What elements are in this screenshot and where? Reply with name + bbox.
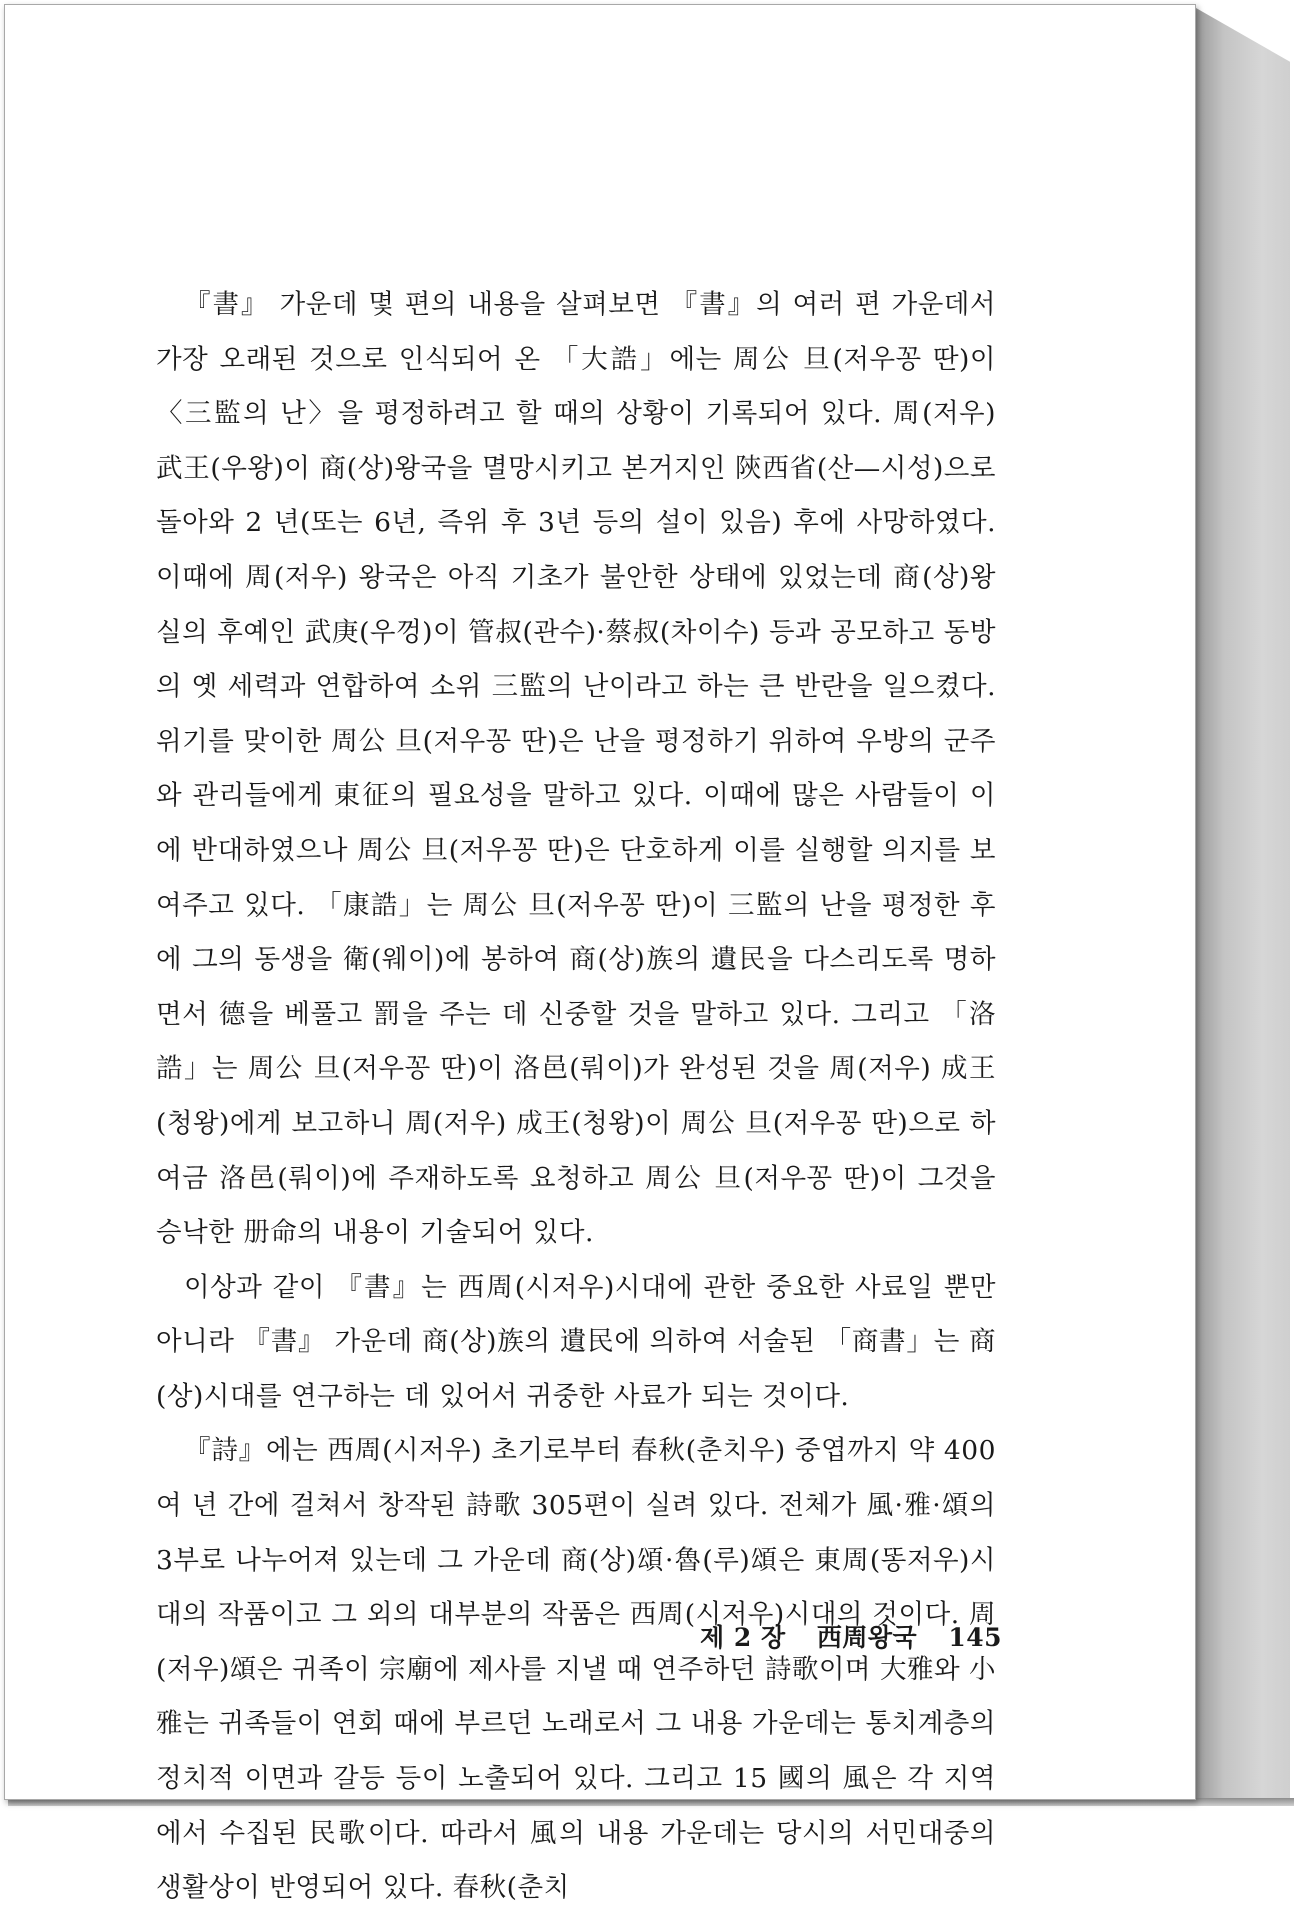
chapter-label: 제 2 장 xyxy=(700,1623,786,1652)
paragraph-shu-classic: 『書』 가운데 몇 편의 내용을 살펴보면 『書』의 여러 편 가운데서 가장 오래된 것으로 인식되어 온 「大誥」에는 周公 旦(저우꽁 딴)이 〈三監의 난〉을 평정하려고 할 때의 상황이 기록되어 있다. 周(저우) 武王(우왕)이 商(상)왕국을 멸망시키고 본거지인 陝西省(산—시성)으로 돌아와 2 년(또는 6년, 즉위 후 3년 등의 설이 있음) 후에 사망하였다. 이때에 周(저우) 왕국은 아직 기초가 불안한 상태에 있었는데 商(상)왕실의 후예인 武庚(우껑)이 管叔(관수)·蔡叔(차이수) 등과 공모하고 동방의 옛 세력과 연합하여 소위 三監의 난이라고 하는 큰 반란을 일으켰다. 위기를 맞이한 周公 旦(저우꽁 딴)은 난을 평정하기 위하여 우방의 군주와 관리들에게 東征의 필요성을 말하고 있다. 이때에 많은 사람들이 이에 반대하였으나 周公 旦(저우꽁 딴)은 단호하게 이를 실행할 의지를 보여주고 있다. 「康誥」는 周公 旦(저우꽁 딴)이 三監의 난을 평정한 후에 그의 동생을 衛(웨이)에 봉하여 商(상)族의 遺民을 다스리도록 명하면서 德을 베풀고 罰을 주는 데 신중할 것을 말하고 있다. 그리고 「洛誥」는 周公 旦(저우꽁 딴)이 洛邑(뤄이)가 완성된 것을 周(저우) 成王(청왕)에게 보고하니 周(저우) 成王(청왕)이 周公 旦(저우꽁 딴)으로 하여금 洛邑(뤄이)에 주재하도록 요청하고 周公 旦(저우꽁 딴)이 그것을 승낙한 册命의 내용이 기술되어 있다. xyxy=(156,289,996,1249)
page-stack-edge xyxy=(1196,8,1290,1800)
page-number: 145 xyxy=(948,1623,1003,1652)
page-footer xyxy=(700,1618,1002,1654)
chapter-title: 西周왕국 xyxy=(816,1623,918,1652)
paragraph-shi-classic: 『詩』에는 西周(시저우) 초기로부터 春秋(춘치우) 중엽까지 약 400 여 년 간에 걸쳐서 창작된 詩歌 305편이 실려 있다. 전체가 風·雅·頌의 3부로 나누어져 있는데 그 가운데 商(상)頌·魯(루)頌은 東周(똥저우)시대의 작품이고 그 외의 대부분의 작품은 西周(시저우)시대의 것이다. 周(저우)頌은 귀족이 宗廟에 제사를 지낼 때 연주하던 詩歌이며 大雅와 小雅는 귀족들이 연회 때에 부르던 노래로서 그 내용 가운데는 통치계층의 정치적 이면과 갈등 등이 노출되어 있다. 그리고 15 國의 風은 각 지역에서 수집된 民歌이다. 따라서 風의 내용 가운데는 당시의 서민대중의 생활상이 반영되어 있다. 春秋(춘치 xyxy=(156,1435,996,1904)
body-text xyxy=(156,278,996,1916)
paragraph-shu-summary: 이상과 같이 『書』는 西周(시저우)시대에 관한 중요한 사료일 뿐만 아니라 『書』 가운데 商(상)族의 遺民에 의하여 서술된 「商書」는 商(상)시대를 연구하는 데 있어서 귀중한 사료가 되는 것이다. xyxy=(156,1271,996,1412)
